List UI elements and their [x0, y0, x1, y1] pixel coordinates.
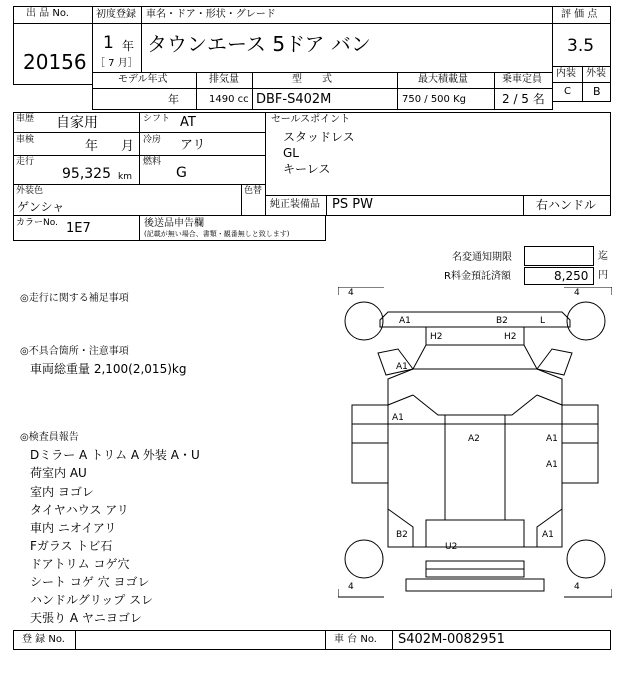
inspection-label: 車検 — [16, 135, 35, 145]
chassis-label: 車 台 No. — [334, 634, 377, 645]
name-change-label: 名変通知期限 — [452, 252, 512, 263]
tire-fl-label: 4 — [348, 288, 354, 298]
score-value: 3.5 — [567, 36, 595, 56]
fuel-value: G — [176, 165, 187, 181]
mileage-unit: km — [118, 172, 132, 182]
tire-rl-label: 4 — [348, 582, 354, 592]
damage-mark: A1 — [399, 316, 411, 326]
inspector-line: 天張り A ヤニヨゴレ — [30, 611, 142, 625]
capacity-value: 2 / 5 名 — [502, 92, 545, 106]
vehicle-name: タウンエース 5ドア バン — [147, 32, 371, 56]
first-reg-year: 1 — [103, 33, 114, 53]
history-label: 車歴 — [16, 114, 35, 124]
vehicle-damage-diagram — [338, 287, 612, 605]
damage-mark: A1 — [392, 413, 404, 423]
tire-rr-label: 4 — [574, 582, 580, 592]
defects-label: ◎不具合箇所・注意事項 — [20, 346, 129, 357]
damage-mark: A2 — [468, 434, 480, 444]
damage-mark: B2 — [496, 316, 508, 326]
capacity-label: 乗車定員 — [502, 74, 542, 85]
recycle-unit: 円 — [598, 270, 608, 281]
inspector-line: ハンドルグリップ スレ — [30, 593, 154, 607]
recycle-value: 8,250 — [554, 269, 589, 283]
displacement-label: 排気量 — [209, 74, 239, 85]
damage-mark: H2 — [430, 332, 443, 342]
chassis-value: S402M-0082951 — [398, 632, 505, 647]
inspector-line: Fガラス トビ石 — [30, 539, 113, 553]
mileage-label: 走行 — [16, 157, 35, 167]
first-reg-month: ［ 7 月］ — [95, 58, 138, 69]
inspector-line: 荷室内 AU — [30, 466, 87, 480]
model-value: DBF-S402M — [256, 92, 332, 107]
aftermarket-note: (記載が無い場合、書類・観番無しと致します) — [144, 230, 290, 238]
damage-mark: B2 — [396, 530, 408, 540]
damage-mark: U2 — [445, 542, 458, 552]
damage-mark: H2 — [504, 332, 517, 342]
inspector-line: Dミラー A トリム A 外装 A・U — [30, 448, 200, 462]
first-reg-label: 初度登録 — [96, 9, 136, 20]
inspector-line: タイヤハウス アリ — [30, 503, 129, 517]
equipment-value: PS PW — [332, 197, 373, 212]
inspector-line: 室内 ヨゴレ — [30, 485, 94, 499]
name-change-unit: 迄 — [598, 251, 608, 262]
shift-value: AT — [180, 115, 196, 130]
model-label: 型 式 — [292, 74, 332, 85]
model-year-value: 年 — [168, 93, 179, 106]
damage-mark: A1 — [542, 530, 554, 540]
load-value: 750 / 500 Kg — [402, 94, 466, 105]
inspector-line: シート コゲ 穴 ヨゴレ — [30, 575, 150, 589]
shift-label: シフト — [143, 114, 171, 124]
inspector-line: ドアトリム コゲ穴 — [30, 557, 130, 571]
sales-point-item: スタッドレス — [283, 130, 355, 144]
mileage-value: 95,325 — [62, 166, 111, 182]
load-label: 最大積載量 — [418, 74, 468, 85]
sales-point-item: キーレス — [283, 162, 331, 176]
defects-text: 車両総重量 2,100(2,015)kg — [30, 362, 187, 376]
displacement-value: 1490 cc — [209, 94, 249, 105]
sales-points-label: セールスポイント — [271, 114, 351, 125]
recycle-label: R料金預託済額 — [444, 271, 511, 282]
ext-color-label: 外装色 — [16, 186, 44, 196]
year-unit: 年 — [122, 39, 135, 53]
ac-value: アリ — [180, 138, 206, 153]
exterior-label: 外装 — [586, 68, 606, 79]
model-year-label: モデル年式 — [118, 74, 168, 85]
inspector-line: 車内 ニオイアリ — [30, 521, 117, 535]
equipment-label: 純正装備品 — [270, 199, 320, 210]
color-no-label: カラーNo. — [16, 218, 58, 228]
ac-label: 冷房 — [143, 135, 162, 145]
tire-fr-label: 4 — [574, 288, 580, 298]
steering-value: 右ハンドル — [536, 198, 597, 212]
lot-number: 20156 — [23, 50, 87, 74]
ext-color-value: ゲンシャ — [17, 200, 65, 214]
fuel-label: 燃料 — [143, 157, 162, 167]
damage-mark: A1 — [546, 460, 558, 470]
history-value: 自家用 — [56, 115, 98, 131]
damage-mark: A1 — [396, 362, 408, 372]
registration-label: 登 録 No. — [22, 634, 65, 645]
driving-notes-label: ◎走行に関する補足事項 — [20, 293, 129, 304]
damage-mark: A1 — [546, 434, 558, 444]
vehicle-name-label: 車名・ドア・形状・グレード — [146, 9, 276, 20]
lot-label: 出 品 No. — [26, 8, 69, 19]
sales-point-item: GL — [283, 146, 299, 160]
aftermarket-label: 後送品申告欄 — [144, 218, 204, 229]
inspection-month: 月 — [121, 139, 135, 154]
color-no-value: 1E7 — [66, 221, 91, 236]
exterior-grade: B — [593, 85, 601, 98]
inspection-year: 年 — [85, 139, 99, 154]
color-change-label: 色替 — [244, 186, 263, 196]
damage-mark: L — [540, 316, 546, 326]
name-change-field — [524, 246, 594, 266]
interior-label: 内装 — [556, 68, 576, 79]
inspector-label: ◎検査員報告 — [20, 432, 79, 443]
interior-grade: C — [564, 86, 571, 97]
score-label: 評 価 点 — [561, 9, 598, 20]
